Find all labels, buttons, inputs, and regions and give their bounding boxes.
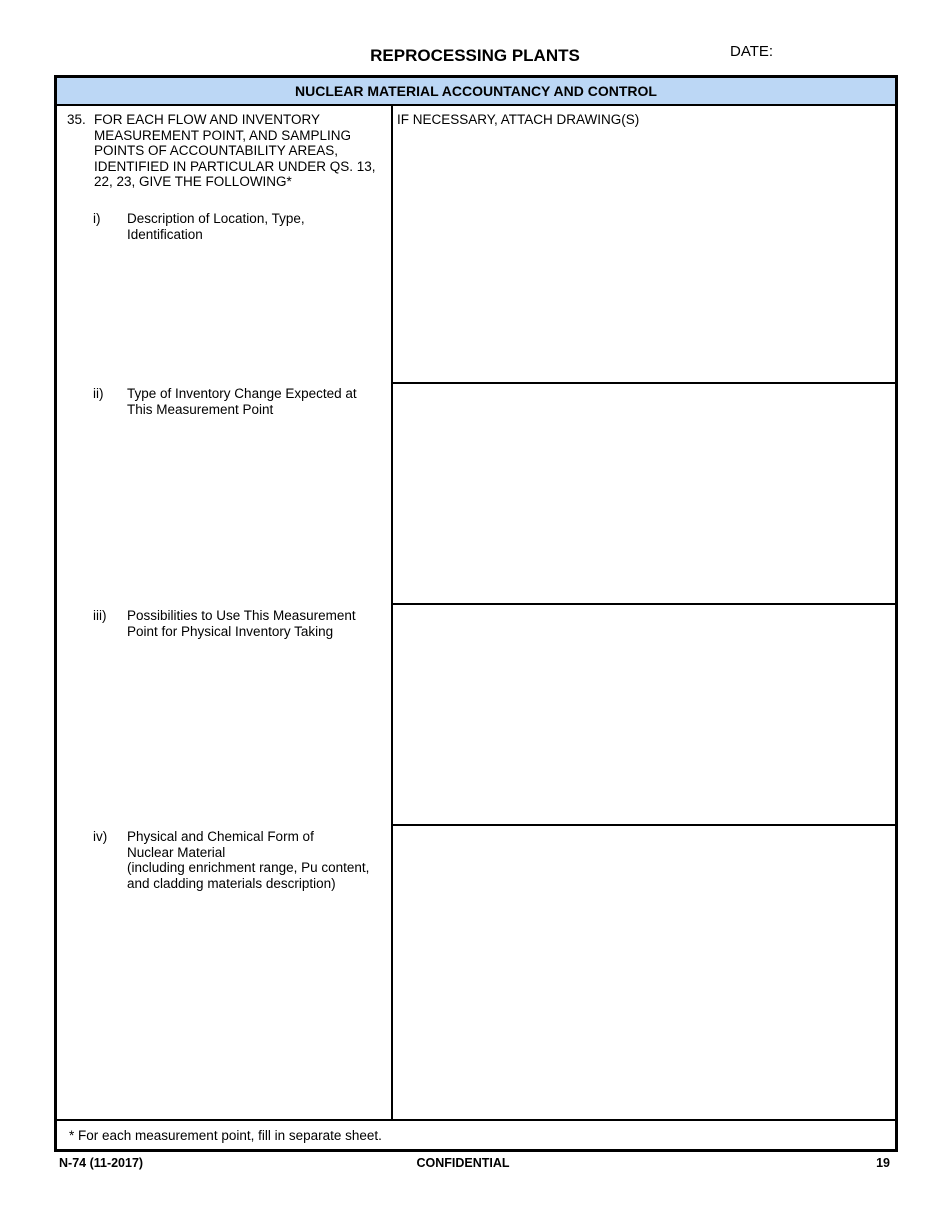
page-number: 19	[876, 1156, 890, 1170]
section-header: NUCLEAR MATERIAL ACCOUNTANCY AND CONTROL	[57, 78, 895, 106]
form-id: N-74 (11-2017)	[59, 1156, 144, 1170]
sub-item-ii	[93, 386, 391, 417]
sub-item-description: Possibilities to Use This Measurement Point for Physical Inventory Taking	[127, 608, 356, 639]
sub-item-iii	[93, 608, 391, 639]
sub-item-description: Physical and Chemical Form of Nuclear Material (including enrichment range, Pu content, and cladding materials description)	[127, 829, 370, 891]
page-title: REPROCESSING PLANTS	[370, 46, 580, 65]
answer-row-divider	[393, 382, 895, 384]
footnote-divider	[57, 1119, 895, 1121]
column-divider	[391, 106, 393, 1120]
form-table	[54, 75, 898, 1152]
classification-label: CONFIDENTIAL	[416, 1156, 510, 1170]
sub-item-numeral: iii)	[93, 608, 107, 623]
sub-item-description: Description of Location, Type, Identification	[127, 211, 305, 242]
question-35	[67, 112, 392, 190]
question-number: 35.	[67, 112, 86, 127]
sub-item-numeral: iv)	[93, 829, 108, 844]
sub-item-iv	[93, 829, 391, 891]
question-text: FOR EACH FLOW AND INVENTORY MEASUREMENT POINT, AND SAMPLING POINTS OF ACCOUNTABILITY AREAS, IDENTIFIED IN PARTICULAR UNDER QS. 13, 22, 23, GIVE THE FOLLOWING*	[94, 112, 376, 190]
sub-item-description: Type of Inventory Change Expected at This Measurement Point	[127, 386, 357, 417]
sub-item-numeral: i)	[93, 211, 101, 226]
answer-row-divider	[393, 824, 895, 826]
sub-item-i	[93, 211, 391, 242]
attach-drawing-note: IF NECESSARY, ATTACH DRAWING(S)	[397, 112, 640, 127]
date-label: DATE:	[730, 43, 774, 60]
footnote: * For each measurement point, fill in separate sheet.	[69, 1128, 382, 1143]
sub-item-numeral: ii)	[93, 386, 104, 401]
answer-row-divider	[393, 603, 895, 605]
